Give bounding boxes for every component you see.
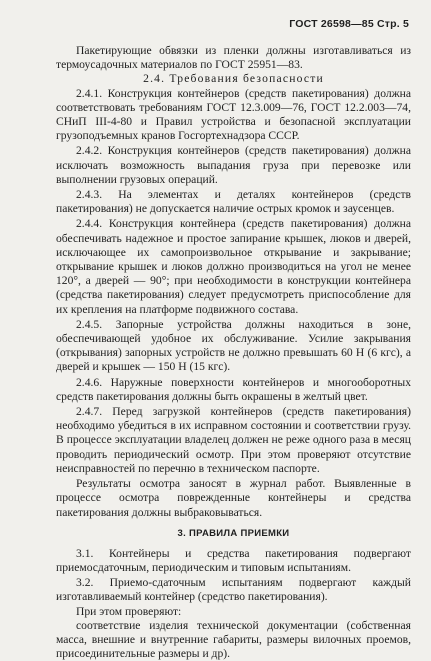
paragraph-2-4-5: 2.4.5. Запорные устройства должны находиться в зоне, обеспечивающей удобное их обслуживание. Усилие закрывания (открывания) запорных устройств не должно превышать 60 Н (6 кгс), а дверей и крышек — 150 Н (15 кгс).: [56, 317, 411, 374]
paragraph-2-4-7: 2.4.7. Перед загрузкой контейнеров (средств пакетирования) необходимо убедиться в их исправном состоянии и соответствии грузу. В процессе эксплуатации владелец должен не реже одного раза в месяц проводить периодический осмотр. При этом проверяют отсутствие неисправностей по перечню в техническом паспорте.: [56, 405, 411, 475]
paragraph-2-4-6: 2.4.6. Наружные поверхности контейнеров и многооборотных средств пакетирования должны быть окрашены в желтый цвет.: [56, 375, 411, 403]
paragraph-film-straps: Пакетирующие обвязки из пленки должны изготавливаться из термоусадочных материалов по ГОСТ 25951—83.: [56, 44, 411, 72]
paragraph-2-4-4: 2.4.4. Конструкция контейнера (средств пакетирования) должна обеспечивать надежное и простое запирание крышек, люков и дверей, исключающее их самопроизвольное открывание и закрывание; открывание крышек и люков должно производиться на угол не менее 120°, а дверей — 90°; при необходимости в конструкции контейнера (средства пакетирования) следует предусмотреть приспособление для их крепления на платформе подвижного состава.: [56, 217, 411, 316]
paragraph-3-2: 3.2. Приемо-сдаточным испытаниям подвергают каждый изготавливаемый контейнер (средство пакетирования).: [56, 576, 411, 604]
paragraph-2-4-2: 2.4.2. Конструкция контейнеров (средств пакетирования) должна исключать возможность выпадания груза при перевозке или выполнении грузовых операций.: [56, 144, 411, 186]
safety-heading: 2.4. Требования безопасности: [143, 72, 324, 86]
paragraph-3-1: 3.1. Контейнеры и средства пакетирования подвергают приемосдаточным, периодическим и типовым испытаниям.: [56, 546, 411, 574]
page-header: ГОСТ 26598—85 Стр. 5: [289, 18, 409, 30]
section-3-heading: 3. ПРАВИЛА ПРИЕМКИ: [177, 527, 290, 539]
check-intro: При этом проверяют:: [76, 604, 182, 618]
paragraph-2-4-1: 2.4.1. Конструкция контейнеров (средств пакетирования) должна соответствовать требованиям ГОСТ 12.3.009—76, ГОСТ 12.2.003—74, СНиП III-4-80 и Правил устройства и безопасной эксплуатации грузоподъемных кранов Госгортехнадзора СССР.: [56, 86, 411, 143]
paragraph-inspection-results: Результаты осмотра заносят в журнал работ. Выявленные в процессе осмотра поврежденные контейнеры и средства пакетирования должны выбраковываться.: [56, 477, 411, 519]
paragraph-2-4-3: 2.4.3. На элементах и деталях контейнеров (средств пакетирования) не допускается наличие острых кромок и заусенцев.: [56, 188, 411, 216]
paragraph-check-conformity: соответствие изделия технической документации (собственная масса, внешние и внутренние габариты, размеры вилочных проемов, присоединительные размеры и др).: [56, 618, 411, 661]
